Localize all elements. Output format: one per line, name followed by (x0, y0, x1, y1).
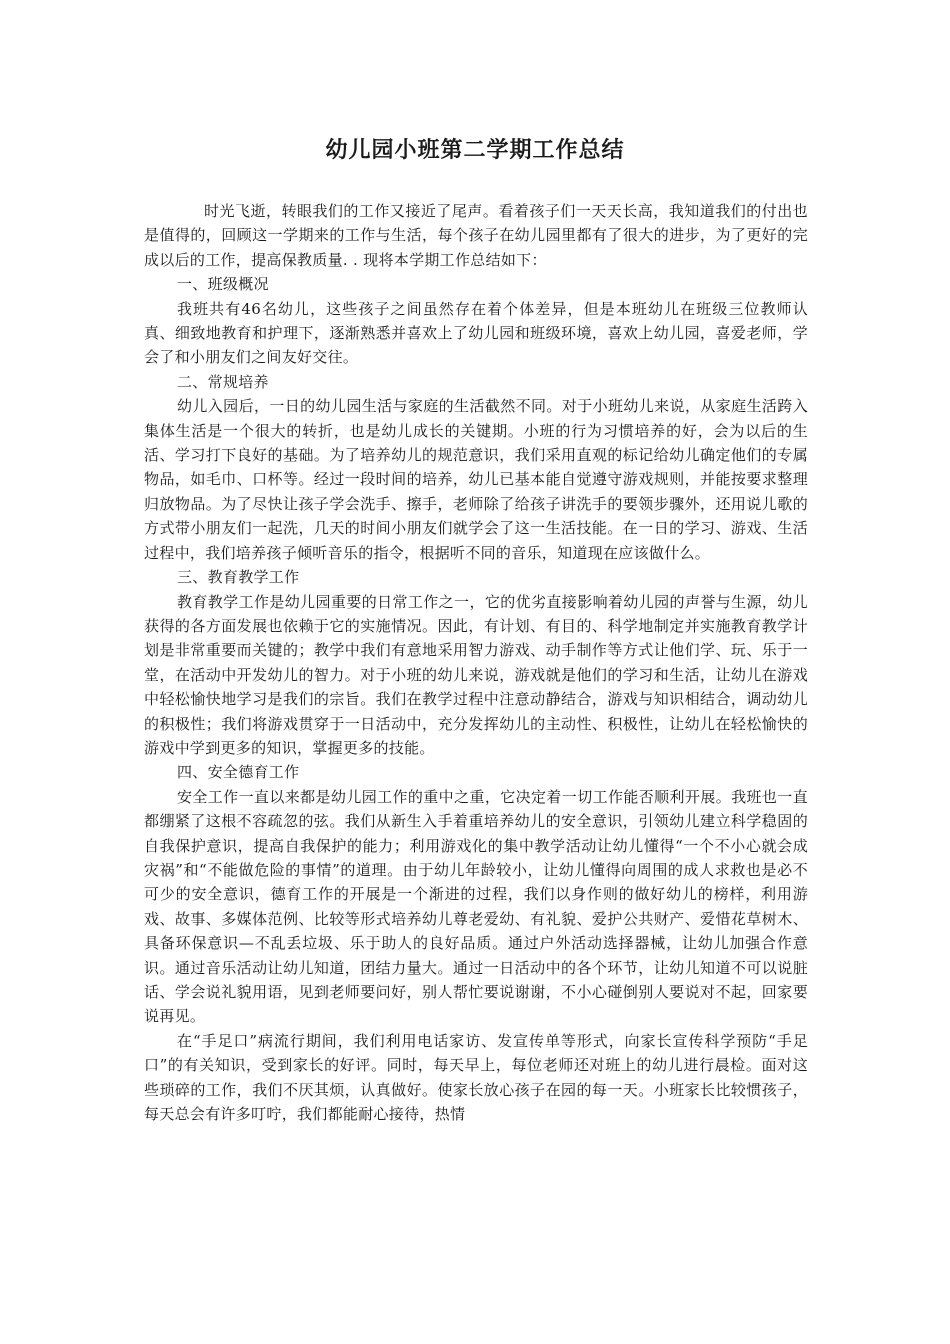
section-heading-routine-training: 二、常规培养 (177, 372, 269, 391)
section-paragraph: 教育教学工作是幼儿园重要的日常工作之一，它的优劣直接影响着幼儿园的声誉与生源，幼儿获得的各方面发展也依赖于它的实施情况。因此，有计划、有目的、科学地制定并实施教育教学计划是非常重要而关键的；教学中我们有意地采用智力游戏、动手制作等方式让他们学、玩、乐于一堂，在活动中开发幼儿的智力。对于小班的幼儿来说，游戏就是他们的学习和生活，让幼儿在游戏中轻松愉快地学习是我们的宗旨。我们在教学过程中注意动静结合，游戏与知识相结合，调动幼儿的积极性；我们将游戏贯穿于一日活动中，充分发挥幼儿的主动性、积极性，让幼儿在轻松愉快的游戏中学到更多的知识，掌握更多的技能。 (144, 592, 808, 757)
intro-paragraph: 时光飞逝，转眼我们的工作又接近了尾声。看着孩子们一天天长高，我知道我们的付出也是值得的，回顾这一学期来的工作与生活，每个孩子在幼儿园里都有了很大的进步，为了更好的完成以后的工作，提高保教质量. . 现将本学期工作总结如下： (144, 202, 808, 269)
section-paragraph: 安全工作一直以来都是幼儿园工作的重中之重，它决定着一切工作能否顺利开展。我班也一直都绷紧了这根不容疏忽的弦。我们从新生入手着重培养幼儿的安全意识，引领幼儿建立科学稳固的自我保护意识，提高自我保护的能力；利用游戏化的集中教学活动让幼儿懂得“一个不小心就会成灾祸”和“不能做危险的事情”的道理。由于幼儿年龄较小，让幼儿懂得向周围的成人求救也是必不可少的安全意识，德育工作的开展是一个渐进的过程，我们以身作则的做好幼儿的榜样，利用游戏、故事、多媒体范例、比较等形式培养幼儿尊老爱幼、有礼貌、爱护公共财产、爱惜花草树木、具备环保意识—不乱丢垃圾、乐于助人的良好品质。通过户外活动选择器械，让幼儿加强合作意识。通过音乐活动让幼儿知道，团结力量大。通过一日活动中的各个环节，让幼儿知道不可以说脏话、学会说礼貌用语，见到老师要问好，别人帮忙要说谢谢，不小心碰倒别人要说对不起，回家要说再见。 (144, 787, 808, 1026)
section-heading-safety-moral-education: 四、安全德育工作 (177, 763, 300, 782)
section-paragraph: 在“手足口”病流行期间，我们利用电话家访、发宣传单等形式，向家长宣传科学预防“手足口”的有关知识，受到家长的好评。同时，每天早上，每位老师还对班上的幼儿进行晨检。面对这些琐碎的工作，我们不厌其烦，认真做好。使家长放心孩子在园的每一天。小班家长比较惯孩子，每天总会有许多叮咛，我们都能耐心接待，热情 (144, 1031, 808, 1124)
document-body (144, 199, 808, 1126)
section-paragraph: 幼儿入园后，一日的幼儿园生活与家庭的生活截然不同。对于小班幼儿来说，从家庭生活跨入集体生活是一个很大的转折，也是幼儿成长的关键期。小班的行为习惯培养的好，会为以后的生活、学习打下良好的基础。为了培养幼儿的规范意识，我们采用直观的标记给幼儿确定他们的专属物品，如毛巾、口杯等。经过一段时间的培养，幼儿已基本能自觉遵守游戏规则，并能按要求整理归放物品。为了尽快让孩子学会洗手、擦手，老师除了给孩子讲洗手的要领步骤外，还用说儿歌的方式带小朋友们一起洗，几天的时间小朋友们就学会了这一生活技能。在一日的学习、游戏、生活过程中，我们培养孩子倾听音乐的指令，根据听不同的音乐，知道现在应该做什么。 (144, 397, 808, 562)
section-paragraph: 我班共有46名幼儿，这些孩子之间虽然存在着个体差异，但是本班幼儿在班级三位教师认真、细致地教育和护理下，逐渐熟悉并喜欢上了幼儿园和班级环境，喜欢上幼儿园，喜爱老师，学会了和小朋友们之间友好交往。 (144, 299, 808, 367)
document-title: 幼儿园小班第二学期工作总结 (325, 138, 625, 163)
section-heading-teaching-work: 三、教育教学工作 (177, 568, 300, 587)
section-heading-class-overview: 一、班级概况 (177, 275, 269, 294)
